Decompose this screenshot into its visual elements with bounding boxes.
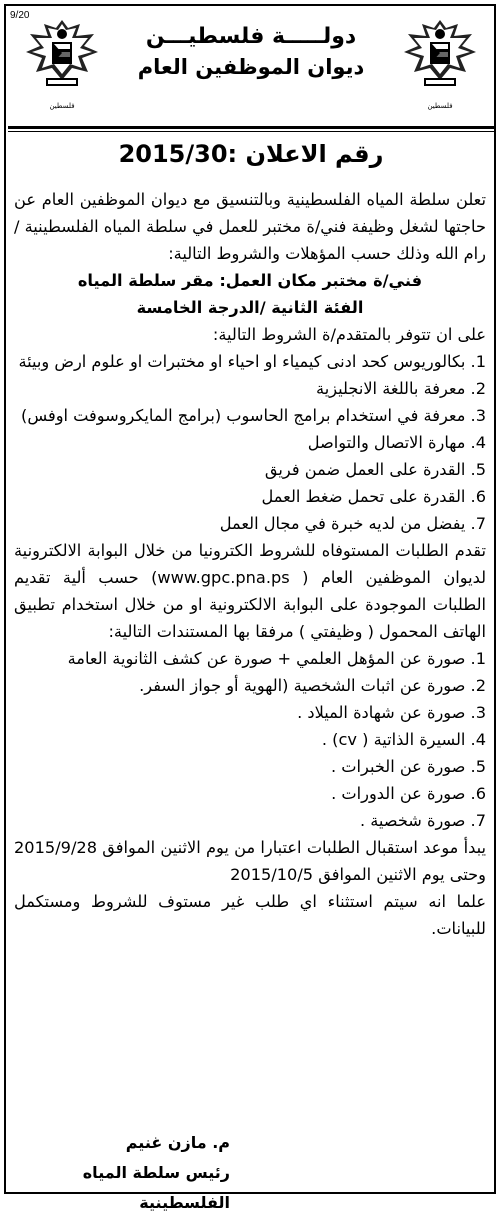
note-paragraph: علما انه سيتم استثناء اي طلب غير مستوف للشروط ومستكمل للبيانات. bbox=[14, 892, 486, 938]
department-name: ديوان الموظفين العام bbox=[137, 55, 365, 79]
document-item: 3. صورة عن شهادة الميلاد . bbox=[297, 703, 486, 722]
deadline-paragraph: يبدأ موعد استقبال الطلبات اعتبارا من يوم الاثنين الموافق 2015/9/28 وحتى يوم الاثنين الموافق 2015/10/5 bbox=[14, 838, 486, 884]
document-item: 2. صورة عن اثبات الشخصية (الهوية أو جواز السفر. bbox=[139, 676, 486, 695]
grade-line: الفئة الثانية /الدرجة الخامسة bbox=[136, 298, 364, 317]
page-number: 9/20 bbox=[10, 10, 30, 21]
announcement-body bbox=[14, 186, 486, 942]
document-item: 6. صورة عن الدورات . bbox=[331, 784, 486, 803]
emblem-caption: فلسطين bbox=[49, 102, 75, 110]
requirement-item: 6. القدرة على تحمل ضغط العمل bbox=[261, 487, 486, 506]
requirement-item: 2. معرفة باللغة الانجليزية bbox=[316, 379, 486, 398]
document-item: 7. صورة شخصية . bbox=[359, 811, 486, 830]
requirement-item: 7. يفضل من لديه خبرة في مجال العمل bbox=[219, 514, 486, 533]
document-item: 1. صورة عن المؤهل العلمي + صورة عن كشف الثانوية العامة bbox=[67, 649, 486, 668]
requirements-intro: على ان تتوفر بالمتقدم/ة الشروط التالية: bbox=[212, 325, 486, 344]
announcement-title: رقم الاعلان :2015/30 bbox=[118, 140, 384, 168]
header-divider bbox=[8, 126, 494, 129]
requirement-item: 4. مهارة الاتصال والتواصل bbox=[307, 433, 486, 452]
document-item: 4. السيرة الذاتية ( cv) . bbox=[321, 730, 486, 749]
requirement-item: 5. القدرة على العمل ضمن فريق bbox=[264, 460, 486, 479]
emblem-caption: فلسطين bbox=[427, 102, 453, 110]
letterhead bbox=[110, 22, 392, 82]
intro-paragraph: تعلن سلطة المياه الفلسطينية وبالتنسيق مع ديوان الموظفين العام عن حاجتها لشغل وظيفة فني/ة مختبر للعمل في سلطة المياه الفلسطينية / رام الله وذلك حسب المؤهلات والشروط التالية: bbox=[14, 190, 486, 263]
document-item: 5. صورة عن الخبرات . bbox=[330, 757, 486, 776]
state-name: دولـــــة فلسطيـــن bbox=[145, 24, 357, 49]
signatory-name: م. مازن غنيم bbox=[125, 1133, 230, 1152]
palestine-emblem-icon bbox=[400, 14, 480, 110]
palestine-emblem-icon bbox=[22, 14, 102, 110]
signatory-title: رئيس سلطة المياه الفلسطينية bbox=[82, 1163, 230, 1212]
signature-block bbox=[10, 1128, 230, 1218]
application-paragraph: تقدم الطلبات المستوفاه للشروط الكترونيا من خلال البوابة الالكترونية لديوان الموظفين العام ( www.gpc.pna.ps) حسب ألية تقديم الطلبات الموجودة على البوابة الالكترونية او من خلال استخدام تطبيق الهاتف المحمول ( وظيفتي ) مرفقا بها المستندات التالية: bbox=[14, 541, 487, 641]
requirement-item: 3. معرفة في استخدام برامج الحاسوب (برامج المايكروسوفت اوفس) bbox=[21, 406, 486, 425]
position-line: فني/ة مختبر مكان العمل: مقر سلطة المياه bbox=[77, 271, 423, 290]
requirement-item: 1. بكالوريوس كحد ادنى كيمياء او احياء او مختبرات او علوم ارض وبيئة bbox=[18, 352, 486, 371]
header-divider-thin bbox=[8, 131, 494, 132]
